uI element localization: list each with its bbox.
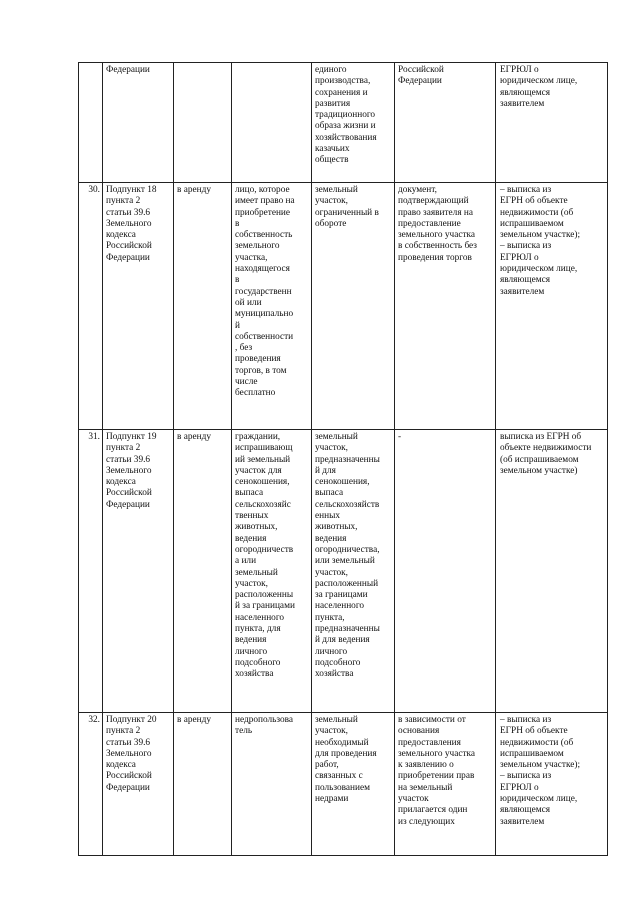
- table-row: [79, 183, 608, 430]
- applicant-documents-cell: Российской Федерации: [395, 63, 496, 183]
- applicant-documents-cell: в зависимости от основания предоставления земельного участка к заявлению о приобретении прав на земельный участок прилагается один из следующих: [395, 713, 496, 856]
- table-row: [79, 713, 608, 856]
- requested-documents-cell: ЕГРЮЛ о юридическом лице, являющемся заявителем: [496, 63, 608, 183]
- requested-documents-cell: – выписка из ЕГРН об объекте недвижимости (об испрашиваемом земельном участке); – выписка из ЕГРЮЛ о юридическом лице, являющемся заявителем: [496, 183, 608, 430]
- table-row: [79, 63, 608, 183]
- row-number: 31.: [79, 430, 103, 713]
- land-plot-cell: земельный участок, необходимый для проведения работ, связанных с пользованием недрами: [312, 713, 395, 856]
- land-plot-documents-table: [78, 62, 608, 856]
- requested-documents-cell: выписка из ЕГРН об объекте недвижимости (об испрашиваемом земельном участке): [496, 430, 608, 713]
- requested-documents-cell: – выписка из ЕГРН об объекте недвижимости (об испрашиваемом земельном участке); – выписка из ЕГРЮЛ о юридическом лице, являющемся заявителем: [496, 713, 608, 856]
- legal-basis-cell: Подпункт 19 пункта 2 статьи 39.6 Земельного кодекса Российской Федерации: [103, 430, 174, 713]
- legal-basis-cell: Федерации: [103, 63, 174, 183]
- grant-type-cell: [174, 63, 232, 183]
- grant-type-cell: в аренду: [174, 183, 232, 430]
- land-plot-cell: единого производства, сохранения и развития традиционного образа жизни и хозяйствования казачьих обществ: [312, 63, 395, 183]
- applicant-documents-cell: документ, подтверждающий право заявителя на предоставление земельного участка в собственность без проведения торгов: [395, 183, 496, 430]
- row-number: 30.: [79, 183, 103, 430]
- applicant-cell: недропользова тель: [232, 713, 312, 856]
- legal-basis-cell: Подпункт 20 пункта 2 статьи 39.6 Земельного кодекса Российской Федерации: [103, 713, 174, 856]
- grant-type-cell: в аренду: [174, 430, 232, 713]
- legal-basis-cell: Подпункт 18 пункта 2 статьи 39.6 Земельного кодекса Российской Федерации: [103, 183, 174, 430]
- applicant-cell: [232, 63, 312, 183]
- applicant-cell: граждании, испрашивающ ий земельный участок для сенокошения, выпаса сельскохозяйс твенных животных, ведения огородничеств а или земельный участок, расположенны й за границами населенного пункта, для ведения личного подсобного хозяйства: [232, 430, 312, 713]
- land-plot-cell: земельный участок, ограниченный в обороте: [312, 183, 395, 430]
- row-number: [79, 63, 103, 183]
- applicant-documents-cell: -: [395, 430, 496, 713]
- table-row: [79, 430, 608, 713]
- grant-type-cell: в аренду: [174, 713, 232, 856]
- row-number: 32.: [79, 713, 103, 856]
- land-plot-cell: земельный участок, предназначенны й для сенокошения, выпаса сельскохозяйств енных животных, ведения огородничества, или земельный участок, расположенный за границами населенного пункта, предназначенны й для ведения личного подсобного хозяйства: [312, 430, 395, 713]
- applicant-cell: лицо, которое имеет право на приобретение в собственность земельного участка, находящегося в государственн ой или муниципально й собственности , без проведения торгов, в том числе бесплатно: [232, 183, 312, 430]
